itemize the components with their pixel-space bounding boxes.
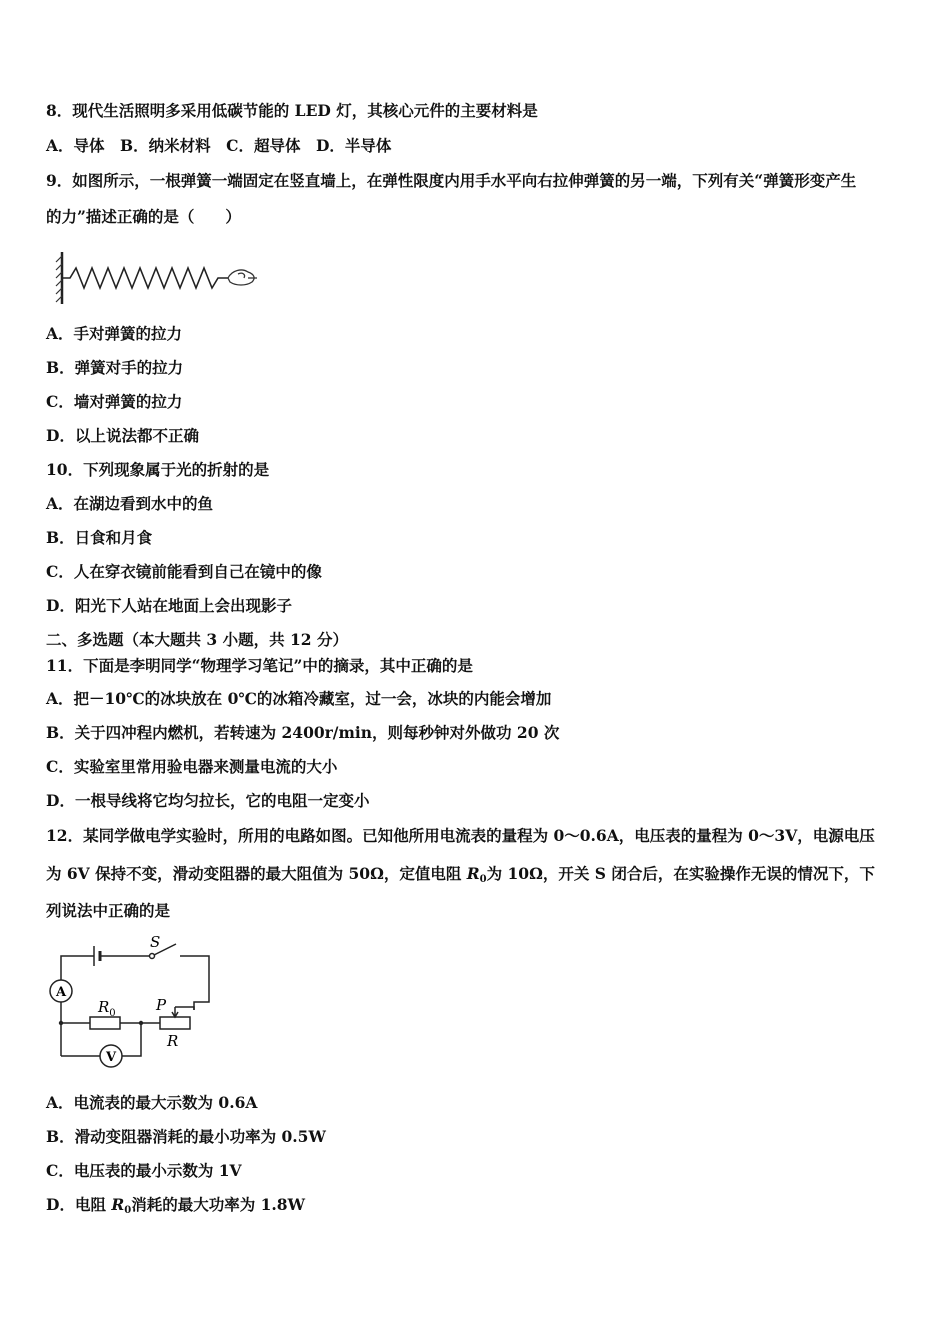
q10-option-d: D．阳光下人站在地面上会出现影子: [46, 596, 292, 615]
r0-subscript: 0: [479, 874, 487, 885]
q9-option-c: C．墙对弹簧的拉力: [46, 392, 183, 411]
q12-option-d: [46, 1195, 305, 1221]
q11-stem: 11．下面是李明同学“物理学习笔记”中的摘录，其中正确的是: [46, 656, 473, 675]
rheostat: [160, 1017, 190, 1029]
q8-options: A．导体 B．纳米材料 C．超导体 D．半导体: [46, 136, 392, 155]
wire-top-left: [61, 956, 94, 980]
r0-label: $R_0$: [98, 998, 116, 1019]
q12-line2-a: 为 6V 保持不变，滑动变阻器的最大阻值为 50Ω，定值电阻: [46, 864, 467, 883]
wire-bottom-right: [122, 1023, 141, 1056]
q12-option-d-post: 消耗的最大功率为 1.8W: [131, 1195, 305, 1214]
q8-stem: 8．现代生活照明多采用低碳节能的 LED 灯，其核心元件的主要材料是: [46, 101, 538, 120]
q12-option-b: B．滑动变阻器消耗的最小功率为 0.5W: [46, 1127, 326, 1146]
switch-pivot: [150, 954, 155, 959]
q10-option-b: B．日食和月食: [46, 528, 153, 547]
junction-mid: [139, 1021, 143, 1025]
q12-line1: 12．某同学做电学实验时，所用的电路如图。已知他所用电流表的量程为 0～0.6A，电压表的量程为 0～3V，电源电压: [46, 826, 875, 845]
q12-option-a: A．电流表的最大示数为 0.6A: [46, 1093, 258, 1112]
q10-stem: 10．下列现象属于光的折射的是: [46, 460, 270, 479]
rheostat-label: R: [167, 1032, 179, 1050]
q12-line3: 列说法中正确的是: [46, 901, 171, 920]
q10-option-c: C．人在穿衣镜前能看到自己在镜中的像: [46, 562, 322, 581]
q11-option-a: A．把－10℃的冰块放在 0℃的冰箱冷藏室，过一会，冰块的内能会增加: [46, 689, 552, 708]
wire-top-right: [180, 956, 209, 1010]
q12-option-d-subscript: 0: [124, 1205, 132, 1216]
q11-option-b: B．关于四冲程内燃机，若转速为 2400r/min，则每秒钟对外做功 20 次: [46, 723, 560, 742]
section2-heading: 二、多选题（本大题共 3 小题，共 12 分）: [46, 630, 348, 649]
ammeter-label: A: [55, 985, 67, 1000]
voltmeter-label: V: [105, 1050, 117, 1065]
switch-label: S: [150, 933, 161, 951]
slider-label: P: [156, 996, 167, 1014]
wire-slider: [175, 1007, 194, 1010]
q9-option-d: D．以上说法都不正确: [46, 426, 199, 445]
q11-option-d: D．一根导线将它均匀拉长，它的电阻一定变小: [46, 791, 370, 810]
q12-line2: [46, 864, 875, 890]
q12-option-d-pre: D．电阻: [46, 1195, 112, 1214]
q9-stem-line2: 的力”描述正确的是（ ）: [46, 207, 241, 226]
q12-option-d-symbol: R: [111, 1195, 125, 1214]
q12-option-c: C．电压表的最小示数为 1V: [46, 1161, 242, 1180]
spring-figure: [52, 248, 262, 308]
q11-option-c: C．实验室里常用验电器来测量电流的大小: [46, 757, 338, 776]
q9-stem-line1: 9．如图所示，一根弹簧一端固定在竖直墙上，在弹性限度内用手水平向右拉伸弹簧的另一端，下列有关“弹簧形变产生: [46, 171, 857, 190]
junction-left: [59, 1021, 63, 1025]
q10-option-a: A．在湖边看到水中的鱼: [46, 494, 214, 513]
hand-icon: [228, 270, 257, 285]
circuit-diagram: [44, 932, 219, 1072]
r0-symbol: R: [466, 864, 480, 883]
q9-option-b: B．弹簧对手的拉力: [46, 358, 184, 377]
q9-option-a: A．手对弹簧的拉力: [46, 324, 183, 343]
spring: [62, 268, 228, 288]
q12-line2-b: 为 10Ω，开关 S 闭合后，在实验操作无误的情况下，下: [486, 864, 875, 883]
